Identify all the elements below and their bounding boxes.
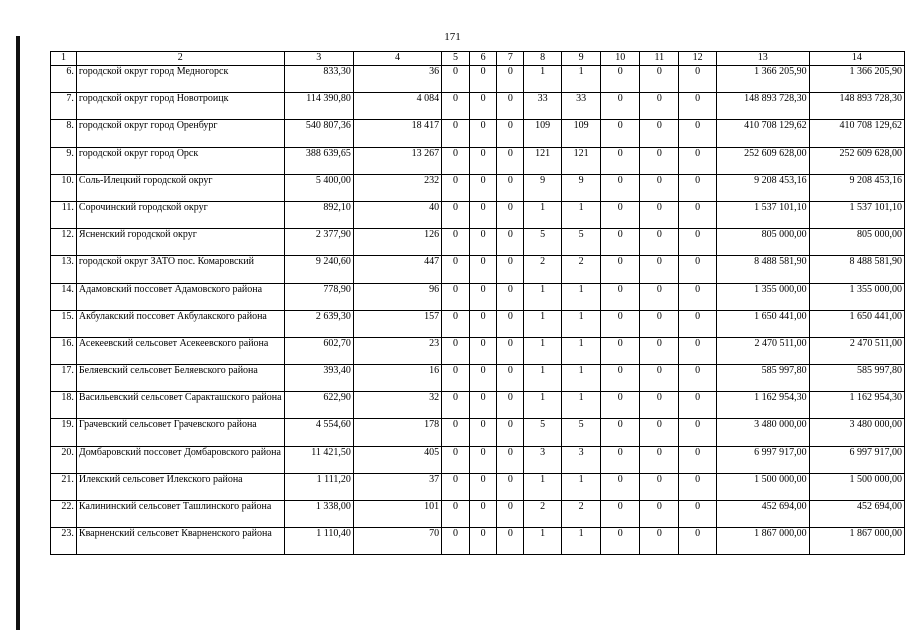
col-6-cell: 0 bbox=[469, 120, 497, 147]
col-10-cell: 0 bbox=[601, 446, 640, 473]
col-8-cell: 9 bbox=[524, 174, 562, 201]
col-5-cell: 0 bbox=[442, 365, 470, 392]
col-5-cell: 0 bbox=[442, 446, 470, 473]
row-number-cell: 9. bbox=[51, 147, 77, 174]
col-11-cell: 0 bbox=[640, 147, 679, 174]
col-12-cell: 0 bbox=[679, 446, 717, 473]
col-8-cell: 1 bbox=[524, 337, 562, 364]
col-5-cell: 0 bbox=[442, 283, 470, 310]
col-3-cell: 2 639,30 bbox=[284, 310, 353, 337]
col-3-cell: 1 110,40 bbox=[284, 528, 353, 555]
col-4-cell: 447 bbox=[353, 256, 441, 283]
table-row bbox=[51, 174, 905, 201]
col-5-cell: 0 bbox=[442, 120, 470, 147]
col-3-cell: 540 807,36 bbox=[284, 120, 353, 147]
col-14-cell: 8 488 581,90 bbox=[809, 256, 904, 283]
col-11-cell: 0 bbox=[640, 501, 679, 528]
col-10-cell: 0 bbox=[601, 473, 640, 500]
col-7-cell: 0 bbox=[497, 66, 524, 93]
col-12-cell: 0 bbox=[679, 93, 717, 120]
col-3-cell: 11 421,50 bbox=[284, 446, 353, 473]
col-9-cell: 1 bbox=[561, 392, 600, 419]
municipality-name-cell: городской округ город Оренбург bbox=[76, 120, 284, 147]
table-row bbox=[51, 528, 905, 555]
col-7-cell: 0 bbox=[497, 446, 524, 473]
municipality-name-cell: Асекеевский сельсовет Асекеевского района bbox=[76, 337, 284, 364]
col-14-cell: 805 000,00 bbox=[809, 229, 904, 256]
col-12-cell: 0 bbox=[679, 256, 717, 283]
table-row bbox=[51, 201, 905, 228]
col-8-cell: 1 bbox=[524, 392, 562, 419]
row-number-cell: 18. bbox=[51, 392, 77, 419]
col-8-cell: 3 bbox=[524, 446, 562, 473]
col-10-cell: 0 bbox=[601, 283, 640, 310]
col-5-cell: 0 bbox=[442, 174, 470, 201]
col-4-cell: 232 bbox=[353, 174, 441, 201]
table-row bbox=[51, 283, 905, 310]
col-10-cell: 0 bbox=[601, 528, 640, 555]
municipality-name-cell: Грачевский сельсовет Грачевского района bbox=[76, 419, 284, 446]
col-3-cell: 9 240,60 bbox=[284, 256, 353, 283]
col-4-cell: 36 bbox=[353, 66, 441, 93]
column-header: 9 bbox=[561, 52, 600, 66]
col-4-cell: 178 bbox=[353, 419, 441, 446]
page-number: 171 bbox=[444, 31, 461, 43]
col-10-cell: 0 bbox=[601, 365, 640, 392]
col-5-cell: 0 bbox=[442, 528, 470, 555]
col-4-cell: 13 267 bbox=[353, 147, 441, 174]
col-5-cell: 0 bbox=[442, 501, 470, 528]
col-8-cell: 1 bbox=[524, 528, 562, 555]
col-13-cell: 252 609 628,00 bbox=[716, 147, 809, 174]
col-13-cell: 6 997 917,00 bbox=[716, 446, 809, 473]
col-13-cell: 585 997,80 bbox=[716, 365, 809, 392]
row-number-cell: 6. bbox=[51, 66, 77, 93]
col-10-cell: 0 bbox=[601, 229, 640, 256]
col-14-cell: 410 708 129,62 bbox=[809, 120, 904, 147]
row-number-cell: 10. bbox=[51, 174, 77, 201]
col-7-cell: 0 bbox=[497, 283, 524, 310]
col-7-cell: 0 bbox=[497, 528, 524, 555]
col-8-cell: 5 bbox=[524, 419, 562, 446]
col-14-cell: 148 893 728,30 bbox=[809, 93, 904, 120]
col-14-cell: 1 867 000,00 bbox=[809, 528, 904, 555]
col-13-cell: 1 162 954,30 bbox=[716, 392, 809, 419]
table-row bbox=[51, 310, 905, 337]
col-9-cell: 33 bbox=[561, 93, 600, 120]
col-12-cell: 0 bbox=[679, 419, 717, 446]
col-12-cell: 0 bbox=[679, 229, 717, 256]
municipality-name-cell: Калининский сельсовет Ташлинского района bbox=[76, 501, 284, 528]
col-11-cell: 0 bbox=[640, 365, 679, 392]
row-number-cell: 20. bbox=[51, 446, 77, 473]
col-12-cell: 0 bbox=[679, 283, 717, 310]
row-number-cell: 14. bbox=[51, 283, 77, 310]
col-8-cell: 2 bbox=[524, 501, 562, 528]
col-8-cell: 5 bbox=[524, 229, 562, 256]
col-14-cell: 1 650 441,00 bbox=[809, 310, 904, 337]
col-8-cell: 109 bbox=[524, 120, 562, 147]
col-4-cell: 4 084 bbox=[353, 93, 441, 120]
col-14-cell: 585 997,80 bbox=[809, 365, 904, 392]
col-11-cell: 0 bbox=[640, 256, 679, 283]
col-10-cell: 0 bbox=[601, 66, 640, 93]
col-6-cell: 0 bbox=[469, 501, 497, 528]
col-3-cell: 1 338,00 bbox=[284, 501, 353, 528]
column-header: 11 bbox=[640, 52, 679, 66]
col-5-cell: 0 bbox=[442, 256, 470, 283]
col-13-cell: 1 537 101,10 bbox=[716, 201, 809, 228]
col-8-cell: 1 bbox=[524, 473, 562, 500]
col-7-cell: 0 bbox=[497, 93, 524, 120]
col-6-cell: 0 bbox=[469, 229, 497, 256]
col-8-cell: 1 bbox=[524, 310, 562, 337]
table-row bbox=[51, 473, 905, 500]
col-4-cell: 96 bbox=[353, 283, 441, 310]
row-number-cell: 21. bbox=[51, 473, 77, 500]
col-10-cell: 0 bbox=[601, 201, 640, 228]
col-3-cell: 1 111,20 bbox=[284, 473, 353, 500]
col-12-cell: 0 bbox=[679, 528, 717, 555]
col-9-cell: 1 bbox=[561, 283, 600, 310]
col-5-cell: 0 bbox=[442, 93, 470, 120]
table-row bbox=[51, 120, 905, 147]
col-11-cell: 0 bbox=[640, 229, 679, 256]
col-5-cell: 0 bbox=[442, 473, 470, 500]
table-row bbox=[51, 93, 905, 120]
row-number-cell: 19. bbox=[51, 419, 77, 446]
column-header: 14 bbox=[809, 52, 904, 66]
column-header: 5 bbox=[442, 52, 470, 66]
col-12-cell: 0 bbox=[679, 365, 717, 392]
col-4-cell: 23 bbox=[353, 337, 441, 364]
municipality-name-cell: Акбулакский поссовет Акбулакского района bbox=[76, 310, 284, 337]
col-6-cell: 0 bbox=[469, 392, 497, 419]
municipality-name-cell: Сорочинский городской округ bbox=[76, 201, 284, 228]
col-14-cell: 9 208 453,16 bbox=[809, 174, 904, 201]
col-3-cell: 114 390,80 bbox=[284, 93, 353, 120]
col-10-cell: 0 bbox=[601, 120, 640, 147]
table-row bbox=[51, 365, 905, 392]
col-9-cell: 1 bbox=[561, 528, 600, 555]
col-6-cell: 0 bbox=[469, 310, 497, 337]
col-10-cell: 0 bbox=[601, 419, 640, 446]
col-9-cell: 2 bbox=[561, 256, 600, 283]
table-header-row bbox=[51, 52, 905, 66]
col-13-cell: 1 500 000,00 bbox=[716, 473, 809, 500]
col-6-cell: 0 bbox=[469, 93, 497, 120]
col-8-cell: 2 bbox=[524, 256, 562, 283]
column-header: 3 bbox=[284, 52, 353, 66]
municipality-name-cell: городской округ город Орск bbox=[76, 147, 284, 174]
municipality-name-cell: городской округ город Медногорск bbox=[76, 66, 284, 93]
col-6-cell: 0 bbox=[469, 174, 497, 201]
col-12-cell: 0 bbox=[679, 501, 717, 528]
col-13-cell: 2 470 511,00 bbox=[716, 337, 809, 364]
col-6-cell: 0 bbox=[469, 147, 497, 174]
col-13-cell: 410 708 129,62 bbox=[716, 120, 809, 147]
col-6-cell: 0 bbox=[469, 528, 497, 555]
col-11-cell: 0 bbox=[640, 392, 679, 419]
row-number-cell: 15. bbox=[51, 310, 77, 337]
row-number-cell: 23. bbox=[51, 528, 77, 555]
municipality-name-cell: Илекский сельсовет Илекского района bbox=[76, 473, 284, 500]
row-number-cell: 22. bbox=[51, 501, 77, 528]
col-13-cell: 148 893 728,30 bbox=[716, 93, 809, 120]
col-8-cell: 1 bbox=[524, 283, 562, 310]
row-number-cell: 8. bbox=[51, 120, 77, 147]
row-number-cell: 12. bbox=[51, 229, 77, 256]
col-9-cell: 3 bbox=[561, 446, 600, 473]
col-6-cell: 0 bbox=[469, 419, 497, 446]
table-row bbox=[51, 66, 905, 93]
municipality-name-cell: Домбаровский поссовет Домбаровского района bbox=[76, 446, 284, 473]
row-number-cell: 11. bbox=[51, 201, 77, 228]
col-11-cell: 0 bbox=[640, 310, 679, 337]
col-5-cell: 0 bbox=[442, 310, 470, 337]
col-11-cell: 0 bbox=[640, 201, 679, 228]
col-7-cell: 0 bbox=[497, 201, 524, 228]
col-6-cell: 0 bbox=[469, 283, 497, 310]
data-table bbox=[50, 51, 905, 555]
column-header: 13 bbox=[716, 52, 809, 66]
col-9-cell: 121 bbox=[561, 147, 600, 174]
col-11-cell: 0 bbox=[640, 337, 679, 364]
col-3-cell: 892,10 bbox=[284, 201, 353, 228]
col-11-cell: 0 bbox=[640, 419, 679, 446]
col-6-cell: 0 bbox=[469, 66, 497, 93]
col-7-cell: 0 bbox=[497, 147, 524, 174]
col-14-cell: 1 500 000,00 bbox=[809, 473, 904, 500]
col-13-cell: 1 366 205,90 bbox=[716, 66, 809, 93]
col-8-cell: 1 bbox=[524, 365, 562, 392]
table-body bbox=[51, 66, 905, 555]
col-4-cell: 405 bbox=[353, 446, 441, 473]
col-5-cell: 0 bbox=[442, 66, 470, 93]
col-13-cell: 1 650 441,00 bbox=[716, 310, 809, 337]
municipality-name-cell: Ясненский городской округ bbox=[76, 229, 284, 256]
col-10-cell: 0 bbox=[601, 310, 640, 337]
column-header: 7 bbox=[497, 52, 524, 66]
col-13-cell: 805 000,00 bbox=[716, 229, 809, 256]
municipality-name-cell: Адамовский поссовет Адамовского района bbox=[76, 283, 284, 310]
column-header: 10 bbox=[601, 52, 640, 66]
col-11-cell: 0 bbox=[640, 528, 679, 555]
table-row bbox=[51, 419, 905, 446]
col-12-cell: 0 bbox=[679, 120, 717, 147]
col-14-cell: 3 480 000,00 bbox=[809, 419, 904, 446]
col-7-cell: 0 bbox=[497, 473, 524, 500]
col-5-cell: 0 bbox=[442, 419, 470, 446]
column-header: 1 bbox=[51, 52, 77, 66]
col-9-cell: 1 bbox=[561, 310, 600, 337]
col-12-cell: 0 bbox=[679, 201, 717, 228]
col-13-cell: 1 867 000,00 bbox=[716, 528, 809, 555]
col-3-cell: 778,90 bbox=[284, 283, 353, 310]
col-11-cell: 0 bbox=[640, 446, 679, 473]
col-12-cell: 0 bbox=[679, 392, 717, 419]
col-14-cell: 1 355 000,00 bbox=[809, 283, 904, 310]
municipality-name-cell: Кварненский сельсовет Кварненского района bbox=[76, 528, 284, 555]
col-9-cell: 5 bbox=[561, 229, 600, 256]
col-11-cell: 0 bbox=[640, 283, 679, 310]
col-4-cell: 37 bbox=[353, 473, 441, 500]
col-5-cell: 0 bbox=[442, 201, 470, 228]
col-7-cell: 0 bbox=[497, 392, 524, 419]
col-14-cell: 1 537 101,10 bbox=[809, 201, 904, 228]
col-9-cell: 1 bbox=[561, 201, 600, 228]
col-13-cell: 9 208 453,16 bbox=[716, 174, 809, 201]
col-7-cell: 0 bbox=[497, 419, 524, 446]
col-9-cell: 1 bbox=[561, 66, 600, 93]
col-7-cell: 0 bbox=[497, 229, 524, 256]
column-header: 6 bbox=[469, 52, 497, 66]
col-9-cell: 1 bbox=[561, 473, 600, 500]
col-4-cell: 70 bbox=[353, 528, 441, 555]
col-7-cell: 0 bbox=[497, 365, 524, 392]
col-7-cell: 0 bbox=[497, 501, 524, 528]
col-14-cell: 452 694,00 bbox=[809, 501, 904, 528]
col-4-cell: 18 417 bbox=[353, 120, 441, 147]
col-6-cell: 0 bbox=[469, 256, 497, 283]
col-7-cell: 0 bbox=[497, 310, 524, 337]
col-10-cell: 0 bbox=[601, 174, 640, 201]
row-number-cell: 16. bbox=[51, 337, 77, 364]
col-9-cell: 2 bbox=[561, 501, 600, 528]
col-14-cell: 1 162 954,30 bbox=[809, 392, 904, 419]
col-13-cell: 8 488 581,90 bbox=[716, 256, 809, 283]
col-9-cell: 5 bbox=[561, 419, 600, 446]
column-header: 4 bbox=[353, 52, 441, 66]
col-3-cell: 622,90 bbox=[284, 392, 353, 419]
col-3-cell: 833,30 bbox=[284, 66, 353, 93]
col-8-cell: 1 bbox=[524, 201, 562, 228]
col-14-cell: 252 609 628,00 bbox=[809, 147, 904, 174]
col-11-cell: 0 bbox=[640, 473, 679, 500]
col-3-cell: 388 639,65 bbox=[284, 147, 353, 174]
col-8-cell: 33 bbox=[524, 93, 562, 120]
col-5-cell: 0 bbox=[442, 229, 470, 256]
col-6-cell: 0 bbox=[469, 201, 497, 228]
col-6-cell: 0 bbox=[469, 337, 497, 364]
col-9-cell: 1 bbox=[561, 337, 600, 364]
table-row bbox=[51, 147, 905, 174]
col-14-cell: 2 470 511,00 bbox=[809, 337, 904, 364]
col-11-cell: 0 bbox=[640, 120, 679, 147]
table-row bbox=[51, 337, 905, 364]
scan-edge-bar bbox=[16, 36, 20, 630]
col-4-cell: 126 bbox=[353, 229, 441, 256]
col-3-cell: 2 377,90 bbox=[284, 229, 353, 256]
col-9-cell: 1 bbox=[561, 365, 600, 392]
municipality-name-cell: Васильевский сельсовет Саракташского района bbox=[76, 392, 284, 419]
col-10-cell: 0 bbox=[601, 147, 640, 174]
municipality-name-cell: городской округ город Новотроицк bbox=[76, 93, 284, 120]
col-4-cell: 16 bbox=[353, 365, 441, 392]
municipality-name-cell: городской округ ЗАТО пос. Комаровский bbox=[76, 256, 284, 283]
col-4-cell: 157 bbox=[353, 310, 441, 337]
table-row bbox=[51, 392, 905, 419]
col-13-cell: 452 694,00 bbox=[716, 501, 809, 528]
col-13-cell: 1 355 000,00 bbox=[716, 283, 809, 310]
col-8-cell: 121 bbox=[524, 147, 562, 174]
col-9-cell: 109 bbox=[561, 120, 600, 147]
col-6-cell: 0 bbox=[469, 365, 497, 392]
col-14-cell: 1 366 205,90 bbox=[809, 66, 904, 93]
col-3-cell: 5 400,00 bbox=[284, 174, 353, 201]
table-row bbox=[51, 501, 905, 528]
col-12-cell: 0 bbox=[679, 147, 717, 174]
row-number-cell: 7. bbox=[51, 93, 77, 120]
table-row bbox=[51, 229, 905, 256]
municipality-name-cell: Соль-Илецкий городской округ bbox=[76, 174, 284, 201]
col-3-cell: 602,70 bbox=[284, 337, 353, 364]
col-7-cell: 0 bbox=[497, 256, 524, 283]
column-header: 8 bbox=[524, 52, 562, 66]
table-row bbox=[51, 256, 905, 283]
col-10-cell: 0 bbox=[601, 392, 640, 419]
table-row bbox=[51, 446, 905, 473]
col-11-cell: 0 bbox=[640, 93, 679, 120]
col-12-cell: 0 bbox=[679, 310, 717, 337]
column-header: 12 bbox=[679, 52, 717, 66]
col-12-cell: 0 bbox=[679, 174, 717, 201]
col-8-cell: 1 bbox=[524, 66, 562, 93]
col-7-cell: 0 bbox=[497, 174, 524, 201]
col-5-cell: 0 bbox=[442, 392, 470, 419]
col-3-cell: 4 554,60 bbox=[284, 419, 353, 446]
col-3-cell: 393,40 bbox=[284, 365, 353, 392]
col-12-cell: 0 bbox=[679, 473, 717, 500]
col-13-cell: 3 480 000,00 bbox=[716, 419, 809, 446]
col-11-cell: 0 bbox=[640, 174, 679, 201]
col-6-cell: 0 bbox=[469, 446, 497, 473]
col-10-cell: 0 bbox=[601, 337, 640, 364]
col-7-cell: 0 bbox=[497, 120, 524, 147]
col-6-cell: 0 bbox=[469, 473, 497, 500]
col-14-cell: 6 997 917,00 bbox=[809, 446, 904, 473]
row-number-cell: 13. bbox=[51, 256, 77, 283]
col-9-cell: 9 bbox=[561, 174, 600, 201]
col-10-cell: 0 bbox=[601, 501, 640, 528]
col-11-cell: 0 bbox=[640, 66, 679, 93]
col-7-cell: 0 bbox=[497, 337, 524, 364]
col-4-cell: 40 bbox=[353, 201, 441, 228]
col-10-cell: 0 bbox=[601, 93, 640, 120]
col-4-cell: 32 bbox=[353, 392, 441, 419]
column-header: 2 bbox=[76, 52, 284, 66]
municipality-name-cell: Беляевский сельсовет Беляевского района bbox=[76, 365, 284, 392]
row-number-cell: 17. bbox=[51, 365, 77, 392]
col-5-cell: 0 bbox=[442, 147, 470, 174]
col-4-cell: 101 bbox=[353, 501, 441, 528]
col-12-cell: 0 bbox=[679, 337, 717, 364]
col-10-cell: 0 bbox=[601, 256, 640, 283]
col-5-cell: 0 bbox=[442, 337, 470, 364]
col-12-cell: 0 bbox=[679, 66, 717, 93]
